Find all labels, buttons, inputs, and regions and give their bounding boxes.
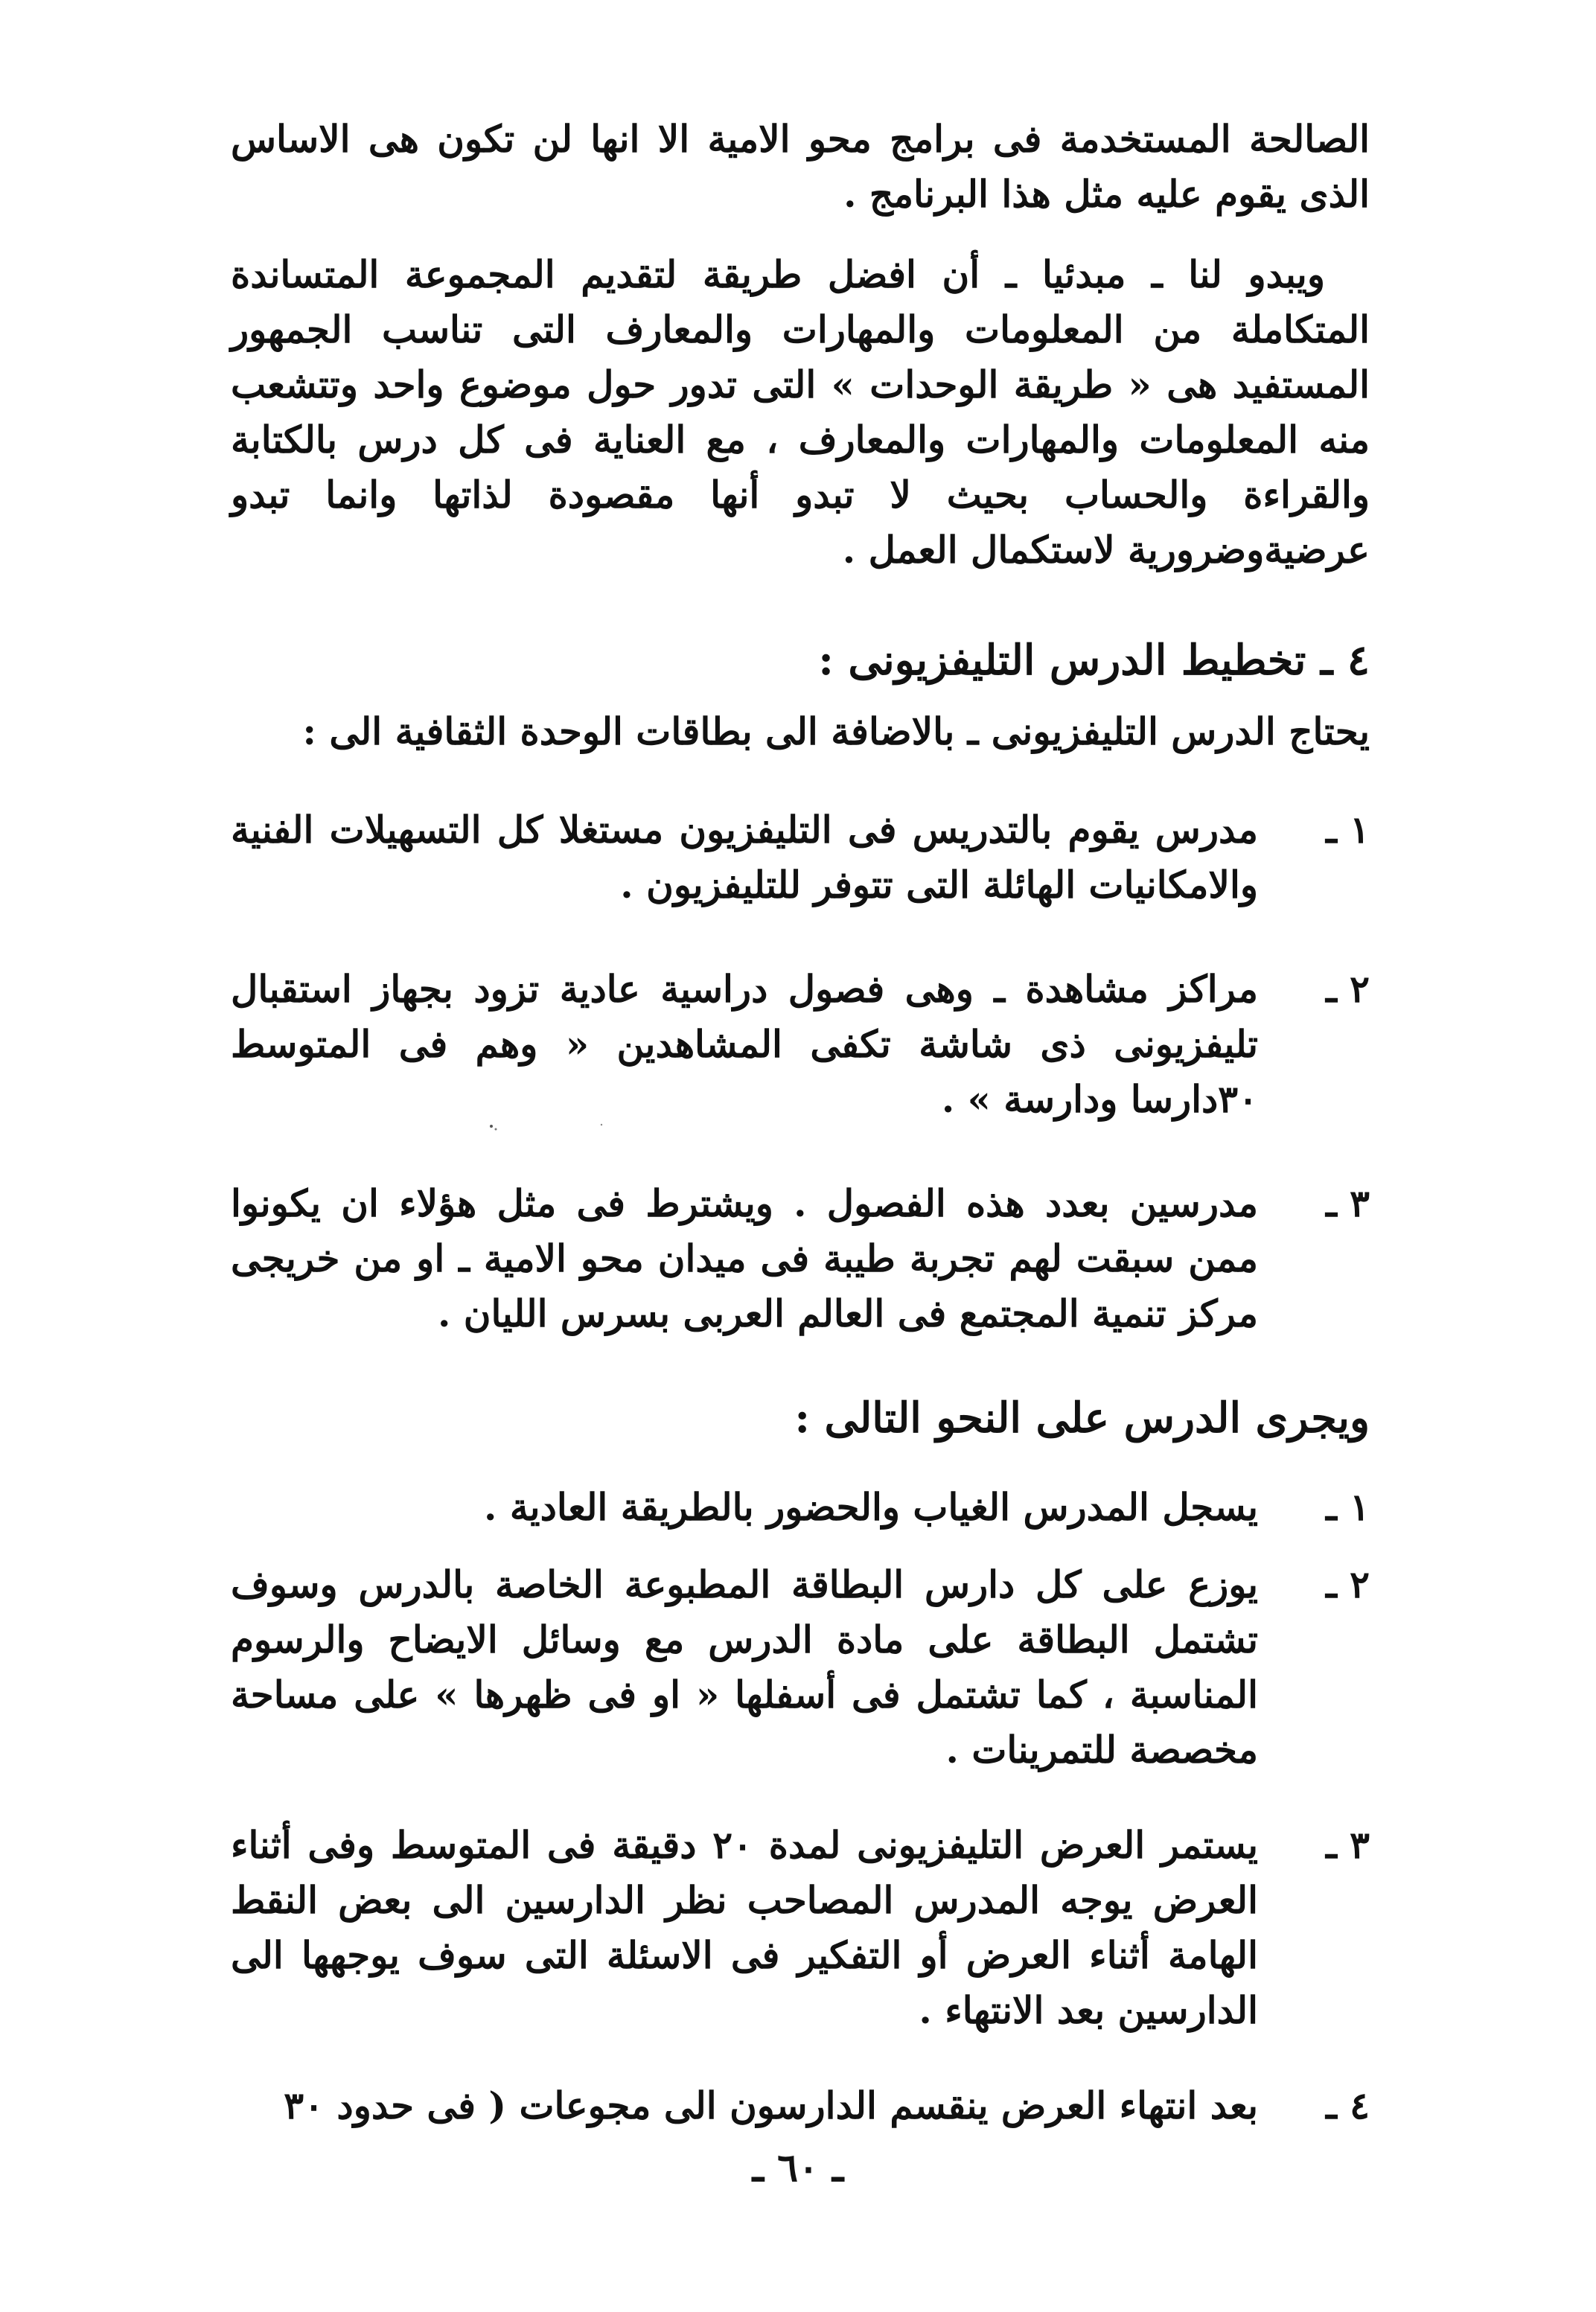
requirements-list — [231, 802, 1370, 1341]
requirement-item-1 — [231, 802, 1370, 913]
list-number: ٢ ـ — [1326, 1562, 1370, 1606]
list-item-text: مدرسين بعدد هذه الفصول . ويشترط فى مثل هؤلاء ان يكونوا ممن سبقت لهم تجربة طيبة فى ميدان محو الامية ـ او من خريجى مركز تنمية المجتمع فى العالم العربى بسرس الليان . — [231, 1181, 1258, 1335]
list-item-text: يوزع على كل دارس البطاقة المطبوعة الخاصة بالدرس وسوف تشتمل البطاقة على مادة الدرس مع وسائل الايضاح والرسوم المناسبة ، كما تشتمل فى أسفلها « او فى ظهرها » على مساحة مخصصة للتمرينات . — [231, 1562, 1258, 1772]
list-number: ١ ـ — [1326, 808, 1370, 852]
step-item-4 — [231, 2078, 1370, 2133]
list-number: ٤ ـ — [1326, 2083, 1370, 2127]
list-number: ٣ ـ — [1326, 1823, 1370, 1867]
paragraph-requirements-intro: يحتاج الدرس التليفزيونى ـ بالاضافة الى بطاقات الوحدة الثقافية الى : — [302, 709, 1370, 753]
page-body — [231, 112, 1370, 2156]
list-number: ١ ـ — [1326, 1485, 1370, 1529]
step-item-2 — [231, 1557, 1370, 1778]
list-item-text: مراكز مشاهدة ـ وهى فصول دراسية عادية تزود بجهاز استقبال تليفزيونى ذى شاشة تكفى المشاهدين « وهم فى المتوسط ٣٠دارسا ودارسة » . — [231, 967, 1258, 1121]
list-number: ٢ ـ — [1326, 967, 1370, 1011]
section-heading-procedure: ويجرى الدرس على النحو التالى : — [794, 1393, 1370, 1443]
requirement-item-2 — [231, 962, 1370, 1127]
list-item-text: يسجل المدرس الغياب والحضور بالطريقة العادية . — [484, 1485, 1258, 1529]
list-item-text: بعد انتهاء العرض ينقسم الدارسون الى مجوعات ( فى حدود ٣٠ — [284, 2083, 1258, 2127]
paragraph-intro: ويبدو لنا ـ مبدئيا ـ أن افضل طريقة لتقديم المجموعة المتساندة المتكاملة من المعلومات والمهارات والمعارف التى تناسب الجمهور المستفيد هى « طريقة الوحدات » التى تدور حول موضوع واحد وتتشعب منه المعلومات والمهارات والمعارف ، مع العناية فى كل درس بالكتابة والقراءة والحساب بحيث لا تبدو أنها مقصودة لذاتها وانما تبدو عرضيةوضرورية لاستكمال العمل . — [231, 252, 1370, 572]
page-number: ـ ٦٠ ـ — [752, 2145, 844, 2191]
section-heading-planning: ٤ ـ تخطيط الدرس التليفزيونى : — [818, 636, 1370, 685]
list-item-text: يستمر العرض التليفزيونى لمدة ٢٠ دقيقة فى المتوسط وفى أثناء العرض يوجه المدرس المصاحب نظر الدارسين الى بعض النقط الهامة أثناء العرض أو التفكير فى الاسئلة التى سوف يوجهها الى الدارسين بعد الانتهاء . — [231, 1823, 1259, 2032]
paragraph-top: الصالحة المستخدمة فى برامج محو الامية الا انها لن تكون هى الاساس الذى يقوم عليه مثل هذا البرنامج . — [231, 117, 1370, 216]
step-item-1 — [231, 1480, 1370, 1535]
step-item-3 — [231, 1818, 1370, 2038]
list-number: ٣ ـ — [1326, 1181, 1370, 1225]
steps-list — [231, 1480, 1370, 2133]
list-item-text: مدرس يقوم بالتدريس فى التليفزيون مستغلا كل التسهيلات الفنية والامكانيات الهائلة التى تتوفر للتليفزيون . — [231, 808, 1258, 907]
scan-specks — [476, 1120, 625, 1135]
requirement-item-3 — [231, 1176, 1370, 1341]
